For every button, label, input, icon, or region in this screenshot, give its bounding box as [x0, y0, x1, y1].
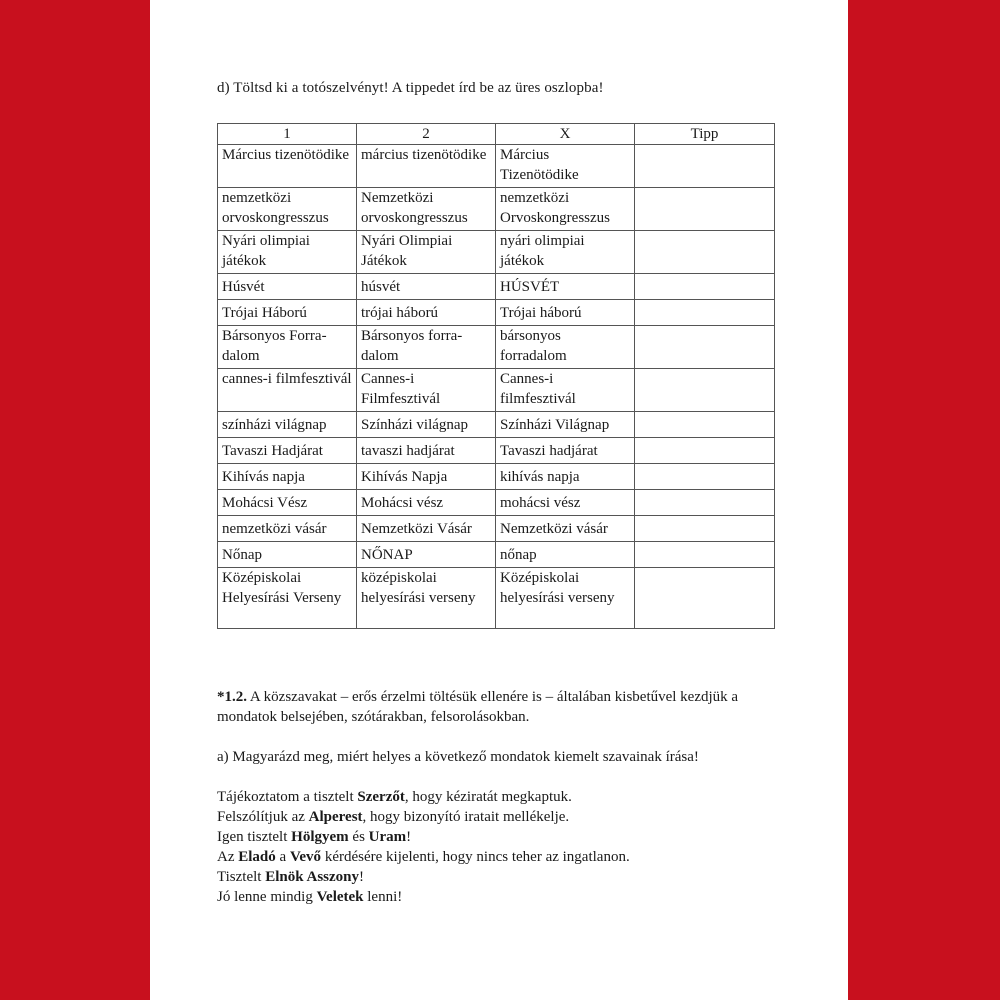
sentence-text: , hogy kéziratát megkaptuk.: [404, 789, 572, 805]
tipp-cell[interactable]: [635, 188, 775, 231]
table-cell: középiskolai helyesírási verseny: [357, 568, 496, 629]
table-cell: Nyári Olimpiai Játékok: [357, 231, 496, 274]
task-1-2-section: [217, 687, 777, 907]
table-cell: Nemzetközi Vásár: [357, 516, 496, 542]
table-cell: Mohácsi vész: [357, 490, 496, 516]
table-cell: tavaszi hadjárat: [357, 438, 496, 464]
example-sentence: [217, 807, 777, 827]
table-cell: Március Tizenötödike: [496, 145, 635, 188]
tipp-cell[interactable]: [635, 464, 775, 490]
table-row: [218, 145, 775, 188]
header-col-1: 1: [218, 124, 357, 145]
highlighted-word: Veletek: [316, 889, 364, 905]
table-row: [218, 274, 775, 300]
sentence-text: !: [359, 869, 365, 885]
highlighted-word: Vevő: [289, 849, 322, 865]
table-cell: Nyári olimpiai játékok: [218, 231, 357, 274]
sentence-text: a: [275, 849, 290, 865]
tipp-cell[interactable]: [635, 231, 775, 274]
header-col-tipp: Tipp: [635, 124, 775, 145]
table-cell: nőnap: [496, 542, 635, 568]
table-cell: bársonyos forradalom: [496, 326, 635, 369]
header-col-2: 2: [357, 124, 496, 145]
table-row: [218, 438, 775, 464]
tipp-cell[interactable]: [635, 274, 775, 300]
table-cell: cannes-i filmfesztivál: [218, 369, 357, 412]
task-number: *1.2.: [217, 689, 247, 705]
table-row: [218, 326, 775, 369]
table-cell: kihívás napja: [496, 464, 635, 490]
sentence-text: lenni!: [363, 889, 403, 905]
table-cell: Nemzetközi vásár: [496, 516, 635, 542]
tipp-cell[interactable]: [635, 568, 775, 629]
sentence-text: Tisztelt: [217, 869, 266, 885]
sentence-text: kérdésére kijelenti, hogy nincs teher az ingatlanon.: [321, 849, 630, 865]
example-sentence: [217, 847, 777, 867]
sentence-text: Az: [217, 849, 239, 865]
task-d-instruction: d) Töltsd ki a totószelvényt! A tippedet írd be az üres oszlopba!: [217, 80, 604, 96]
table-cell: Tavaszi Hadjárat: [218, 438, 357, 464]
table-cell: HÚSVÉT: [496, 274, 635, 300]
tipp-cell[interactable]: [635, 490, 775, 516]
example-sentence: [217, 887, 777, 907]
table-cell: nyári olimpiai játékok: [496, 231, 635, 274]
toto-table: [217, 123, 775, 629]
table-row: [218, 490, 775, 516]
table-row: [218, 516, 775, 542]
table-row: [218, 231, 775, 274]
tipp-cell[interactable]: [635, 369, 775, 412]
sentence-text: és: [348, 829, 369, 845]
header-col-x: X: [496, 124, 635, 145]
tipp-cell[interactable]: [635, 542, 775, 568]
sentence-text: Igen tisztelt: [217, 829, 292, 845]
highlighted-word: Alperest: [308, 809, 363, 825]
table-cell: színházi világnap: [218, 412, 357, 438]
example-sentence: [217, 867, 777, 887]
table-cell: Színházi világnap: [357, 412, 496, 438]
table-body: [218, 145, 775, 629]
table-cell: Cannes-i Filmfesztivál: [357, 369, 496, 412]
table-cell: Kihívás Napja: [357, 464, 496, 490]
table-cell: trójai háború: [357, 300, 496, 326]
table-cell: Március tizenötödike: [218, 145, 357, 188]
table-cell: Nemzetközi orvoskongresszus: [357, 188, 496, 231]
table-cell: Középiskolai Helyesírási Verseny: [218, 568, 357, 629]
table-cell: Színházi Világnap: [496, 412, 635, 438]
task-1-2-intro: [217, 687, 777, 727]
highlighted-word: Szerzőt: [357, 789, 405, 805]
table-row: [218, 369, 775, 412]
example-sentences: [217, 787, 777, 907]
table-cell: nemzetközi vásár: [218, 516, 357, 542]
tipp-cell[interactable]: [635, 300, 775, 326]
table-cell: húsvét: [357, 274, 496, 300]
task-a-instruction: a) Magyarázd meg, miért helyes a következő mondatok kiemelt szavainak írása!: [217, 749, 699, 765]
tipp-cell[interactable]: [635, 145, 775, 188]
highlighted-word: Uram: [368, 829, 407, 845]
table-cell: Nőnap: [218, 542, 357, 568]
table-cell: Húsvét: [218, 274, 357, 300]
highlighted-word: Eladó: [238, 849, 276, 865]
table-cell: március tizenötödike: [357, 145, 496, 188]
table-cell: Bársonyos forra-dalom: [357, 326, 496, 369]
table-row: [218, 464, 775, 490]
table-header-row: [218, 124, 775, 145]
table-row: [218, 188, 775, 231]
table-row: [218, 568, 775, 629]
table-cell: Középiskolai helyesírási verseny: [496, 568, 635, 629]
table-cell: nemzetközi Orvoskongresszus: [496, 188, 635, 231]
task-intro-text: A közszavakat – erős érzelmi töltésük ellenére is – általában kisbetűvel kezdjük a mondatok belsejében, szótárakban, felsorolásokban.: [217, 689, 739, 725]
right-red-border: [848, 0, 1000, 1000]
sentence-text: !: [406, 829, 412, 845]
table-cell: nemzetközi orvoskongresszus: [218, 188, 357, 231]
sentence-text: Tájékoztatom a tisztelt: [217, 789, 358, 805]
table-cell: Tavaszi hadjárat: [496, 438, 635, 464]
table-row: [218, 300, 775, 326]
tipp-cell[interactable]: [635, 412, 775, 438]
table-cell: Mohácsi Vész: [218, 490, 357, 516]
sentence-text: Felszólítjuk az: [217, 809, 309, 825]
example-sentence: [217, 787, 777, 807]
table-cell: Cannes-i filmfesztivál: [496, 369, 635, 412]
sentence-text: Jó lenne mindig: [217, 889, 317, 905]
table-cell: Trójai háború: [496, 300, 635, 326]
table-row: [218, 542, 775, 568]
example-sentence: [217, 827, 777, 847]
highlighted-word: Hölgyem: [291, 829, 349, 845]
page-content: [217, 78, 777, 905]
table-cell: Trójai Háború: [218, 300, 357, 326]
table-cell: Bársonyos Forra-dalom: [218, 326, 357, 369]
tipp-cell[interactable]: [635, 438, 775, 464]
highlighted-word: Elnök Asszony: [265, 869, 360, 885]
tipp-cell[interactable]: [635, 326, 775, 369]
left-red-border: [0, 0, 150, 1000]
document-page: [150, 0, 848, 1000]
table-cell: Kihívás napja: [218, 464, 357, 490]
sentence-text: , hogy bizonyító iratait mellékelje.: [362, 809, 570, 825]
table-cell: mohácsi vész: [496, 490, 635, 516]
table-row: [218, 412, 775, 438]
tipp-cell[interactable]: [635, 516, 775, 542]
table-cell: NŐNAP: [357, 542, 496, 568]
